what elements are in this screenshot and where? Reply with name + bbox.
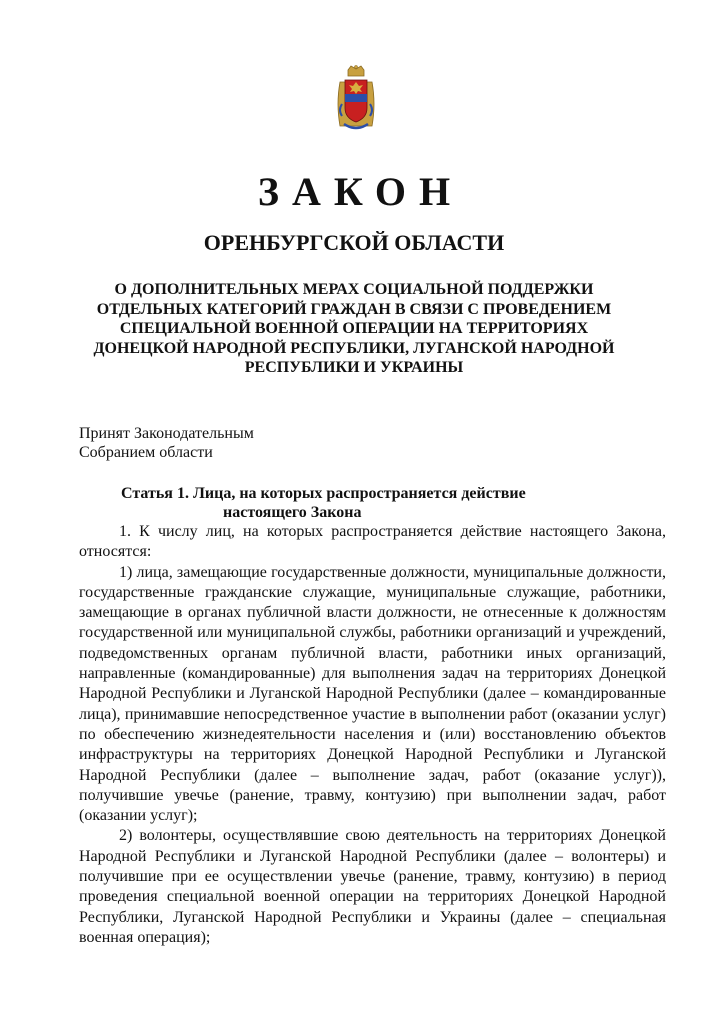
adoption-note-line: Принят Законодательным (79, 425, 254, 442)
coat-of-arms-emblem (334, 64, 378, 134)
article-paragraph: 2) волонтеры, осуществлявшие свою деятельность на территориях Донецкой Народной Республики и Луганской Народной Республики (далее – волонтеры) и получившие при ее осуществлении увечье (ранение, травму, контузию) в период проведения специальной военной операции на территориях Донецкой Народной Республики, Луганской Народной Республики и Украины (далее – специальная военная операция); (79, 827, 666, 946)
article-paragraph: 1. К числу лиц, на которых распространяется действие настоящего Закона, относятся: (79, 523, 666, 561)
adoption-note (79, 424, 254, 462)
region-title: ОРЕНБУРГСКОЙ ОБЛАСТИ (203, 230, 505, 255)
subject-line: ОТДЕЛЬНЫХ КАТЕГОРИЙ ГРАЖДАН В СВЯЗИ С ПРОВЕДЕНИЕМ (96, 300, 612, 318)
article-paragraph: 1) лица, замещающие государственные должности, муниципальные должности, государственные гражданские служащие, муниципальные служащие, работники, замещающие в органах публичной власти должности, не отнесенные к должностям государственной или муниципальной службы, работники организаций и учреждений, подведомственных органам публичной власти, работники иных организаций, направленные (командированные) для выполнения задач на территориях Донецкой Народной Республики и Луганской Народной Республики (далее – командированные лица), принимавшие непосредственное участие в выполнении работ (оказании услуг) по обеспечению жизнедеятельности населения и (или) восстановлению объектов инфраструктуры на территориях Донецкой Народной Республики и Луганской Народной Республики (далее – выполнение задач, работ (оказание услуг)), получившие увечье (ранение, травму, контузию) при выполнении задач, работ (оказании услуг); (79, 563, 666, 825)
adoption-note-line: Собранием области (79, 444, 213, 461)
law-subject-title (0, 280, 708, 378)
law-title: ЗАКОН (257, 169, 464, 214)
article-body (79, 522, 666, 948)
article-heading-continued: настоящего Закона (223, 504, 362, 521)
subject-line: РЕСПУБЛИКИ И УКРАИНЫ (244, 359, 464, 377)
subject-line: ДОНЕЦКОЙ НАРОДНОЙ РЕСПУБЛИКИ, ЛУГАНСКОЙ НАРОДНОЙ (93, 339, 615, 357)
subject-line: О ДОПОЛНИТЕЛЬНЫХ МЕРАХ СОЦИАЛЬНОЙ ПОДДЕРЖКИ (114, 281, 594, 298)
subject-line: СПЕЦИАЛЬНОЙ ВОЕННОЙ ОПЕРАЦИИ НА ТЕРРИТОРИЯХ (119, 320, 589, 338)
article-heading: Статья 1. Лица, на которых распространяется действие (121, 485, 526, 502)
